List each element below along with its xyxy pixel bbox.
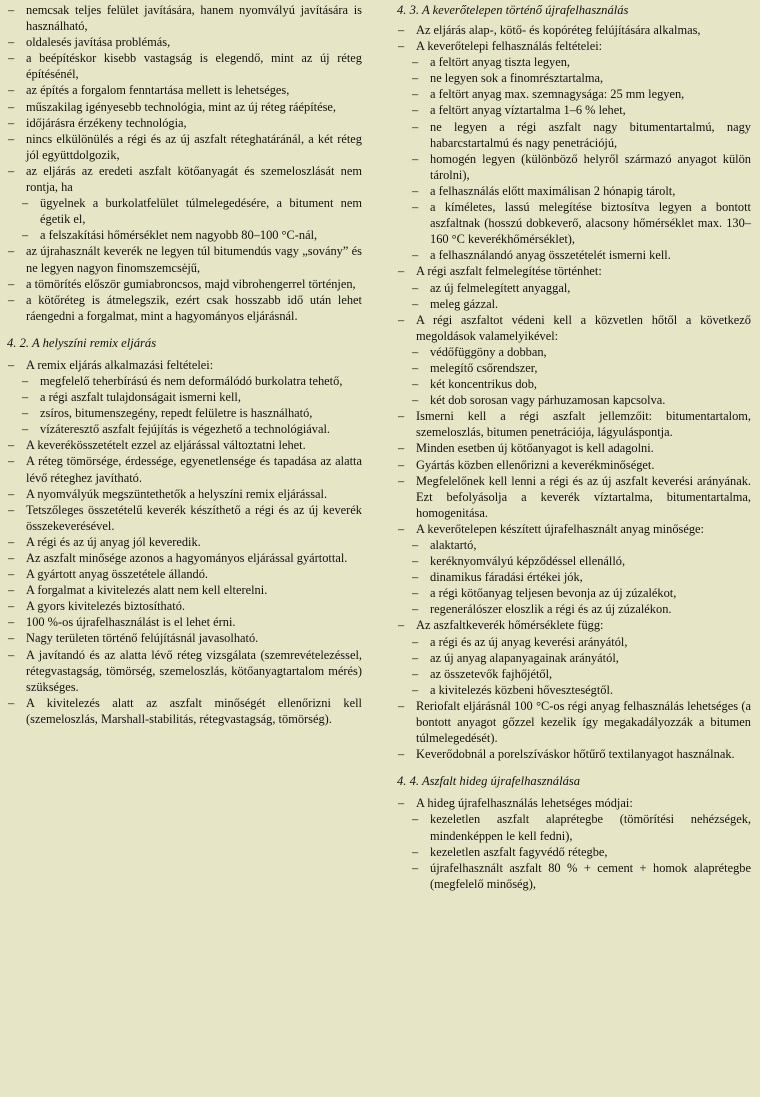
sub-list-item: – a feltört anyag tiszta legyen, (397, 54, 751, 70)
right-column (397, 2, 751, 892)
list-item: – A keverőtelepen készített újrafelhasznált anyag minősége: (397, 521, 751, 537)
list-item: – műszakilag igényesebb technológia, mint az új réteg ráépítése, (7, 99, 362, 115)
list-item: – Minden esetben új kötőanyagot is kell adagolni. (397, 440, 751, 456)
list-item: – A nyomvályúk megszüntethetők a helyszíni remix eljárással. (7, 486, 362, 502)
sub-list-item: – vízáteresztő aszfalt fejújítás is végezhető a technológiával. (7, 421, 362, 437)
sub-list-item: – a régi kötőanyag teljesen bevonja az új zúzalékot, (397, 585, 751, 601)
list-item: – időjárásra érzékeny technológia, (7, 115, 362, 131)
sub-list-item: – megfelelő teherbírású és nem deformálódó burkolatra tehető, (7, 373, 362, 389)
list-item: – A keverékösszetételt ezzel az eljárással változtatni lehet. (7, 437, 362, 453)
sub-list-item: – zsíros, bitumenszegény, repedt felületre is használható, (7, 405, 362, 421)
sub-list-item: – az új anyag alapanyagainak arányától, (397, 650, 751, 666)
sub-list-item: – melegítő csőrendszer, (397, 360, 751, 376)
list-item: – az eljárás az eredeti aszfalt kötőanyagát és szemeloszlását nem rontja, ha (7, 163, 362, 195)
list-item: – A kivitelezés alatt az aszfalt minőségét ellenőrizni kell (szemeloszlás, Marshall-stabilitás, rétegvastagság, tömörség). (7, 695, 362, 727)
sub-list-item: – kezeletlen aszfalt alaprétegbe (tömörítési nehézségek, mindenképpen le kell fedni), (397, 811, 751, 843)
list-item: – a beépítéskor kisebb vastagság is elegendő, mint az új réteg építésénél, (7, 50, 362, 82)
list-item: – Megfelelőnek kell lenni a régi és az új aszfalt keverési arányának. Ezt befolyásolja a keverék víztartalma, bitumentartalma, homogenitása. (397, 473, 751, 521)
section-heading-4-2: 4. 2. A helyszíni remix eljárás (7, 335, 157, 350)
list-item: – a tömörítés először gumiabroncsos, majd vibrohengerrel történjen, (7, 276, 362, 292)
list-item: – A gyártott anyag összetétele állandó. (7, 566, 362, 582)
list-item: – A gyors kivitelezés biztosítható. (7, 598, 362, 614)
list-item: – A remix eljárás alkalmazási feltételei: (7, 357, 362, 373)
list-item: – Az aszfaltkeverék hőmérséklete függ: (397, 617, 751, 633)
list-item: – Tetszőleges összetételű keverék készíthető a régi és az új keverék összekeverésével. (7, 502, 362, 534)
list-item: – Gyártás közben ellenőrizni a keverékminőséget. (397, 457, 751, 473)
list-item: – A régi és az új anyag jól keveredik. (7, 534, 362, 550)
list-hot-recycling-properties (7, 2, 362, 324)
sub-list-item: – két dob sorosan vagy párhuzamosan kapcsolva. (397, 392, 751, 408)
list-plant-recycling (397, 22, 751, 762)
section-heading-4-3: 4. 3. A keverőtelepen történő újrafelhasználás (397, 3, 629, 17)
sub-list-item: – ne legyen sok a finomrésztartalma, (397, 70, 751, 86)
list-item: – A forgalmat a kivitelezés alatt nem kell elterelni. (7, 582, 362, 598)
sub-list-item: – újrafelhasznált aszfalt 80 % + cement + homok alaprétegbe (megfelelő minőség), (397, 860, 751, 892)
list-item: – A keverőtelepi felhasználás feltételei: (397, 38, 751, 54)
list-item: – A réteg tömörsége, érdessége, egyenetlensége és tapadása az alatta lévő réteghez javítható. (7, 453, 362, 485)
sub-list-item: – homogén legyen (különböző helyről származó anyagot külön tárolni), (397, 151, 751, 183)
list-item: – A javítandó és az alatta lévő réteg vizsgálata (szemrevételezéssel, rétegvastagság, tömörség, szemeloszlás, kötőanyagtartalom mérés) szükséges. (7, 647, 362, 695)
sub-list-item: – a régi és az új anyag keverési arányától, (397, 634, 751, 650)
list-remix-method (7, 357, 362, 727)
sub-list-item: – az összetevők fajhőjétől, (397, 666, 751, 682)
list-item: – Az aszfalt minősége azonos a hagyományos eljárással gyártottal. (7, 550, 362, 566)
list-item: – oldalesés javítása problémás, (7, 34, 362, 50)
list-item: – nincs elkülönülés a régi és az új aszfalt réteghatáránál, a két réteg jól együttdolgozik, (7, 131, 362, 163)
sub-list-item: – a felhasználandó anyag összetételét ismerni kell. (397, 247, 751, 263)
sub-list-item: – a kivitelezés közbeni hőveszteségtől. (397, 682, 751, 698)
sub-list-item: – a kíméletes, lassú melegítése biztosítva legyen a bontott aszfaltnak (hosszú dobkeverő, alacsony hőmérséklet max. 130–160 °C keverékhőmérséklet), (397, 199, 751, 247)
sub-list-item: – regenerálószer eloszlik a régi és az új zúzalékon. (397, 601, 751, 617)
list-item: – A hideg újrafelhasználás lehetséges módjai: (397, 795, 751, 811)
sub-list-item: – két koncentrikus dob, (397, 376, 751, 392)
section-heading-4-4: 4. 4. Aszfalt hideg újrafelhasználása (397, 774, 581, 789)
sub-list-item: – alaktartó, (397, 537, 751, 553)
sub-list-item: – a régi aszfalt tulajdonságait ismerni kell, (7, 389, 362, 405)
list-item: – az újrahasznált keverék ne legyen túl bitumendús vagy „sovány” és ne legyen nagyon finomszemcsėjű, (7, 243, 362, 275)
list-item: – A régi aszfalt felmelegítése történhet: (397, 263, 751, 279)
sub-list-item: – védőfüggöny a dobban, (397, 344, 751, 360)
list-item: – Nagy területen történő felújításnál javasolható. (7, 630, 362, 646)
list-item: – 100 %-os újrafelhasználást is el lehet érni. (7, 614, 362, 630)
sub-list-item: – a felszakítási hőmérséklet nem nagyobb 80–100 °C-nál, (7, 227, 362, 243)
list-item: – A régi aszfaltot védeni kell a közvetlen hőtől a következő megoldások valamelyikével: (397, 312, 751, 344)
sub-list-item: – ügyelnek a burkolatfelület túlmelegedésére, a bitument nem égetik el, (7, 195, 362, 227)
sub-list-item: – a felhasználás előtt maximálisan 2 hónapig tárolt, (397, 183, 751, 199)
sub-list-item: – kezeletlen aszfalt fagyvédő rétegbe, (397, 844, 751, 860)
sub-list-item: – a feltört anyag max. szemnagysága: 25 mm legyen, (397, 86, 751, 102)
sub-list-item: – meleg gázzal. (397, 296, 751, 312)
list-item: – Keverődobnál a porelszíváskor hőtűrő textilanyagot használnak. (397, 746, 751, 762)
sub-list-item: – dinamikus fáradási értékei jók, (397, 569, 751, 585)
sub-list-item: – az új felmelegített anyaggal, (397, 280, 751, 296)
left-column (7, 2, 362, 727)
list-item: – Az eljárás alap-, kötő- és kopóréteg felújítására alkalmas, (397, 22, 751, 38)
list-item: – Reriofalt eljárásnál 100 °C-os régi anyag felhasználás lehetséges (a bontott anyagot gőzzel kezelik így megakadályozzák a bitumen túlmelegedését). (397, 698, 751, 746)
sub-list-item: – ne legyen a régi aszfalt nagy bitumentartalmú, nagy habarcstartalmú és nagy penetrációjú, (397, 119, 751, 151)
list-cold-recycling (397, 795, 751, 892)
list-item: – Ismerni kell a régi aszfalt jellemzőit: bitumentartalom, szemeloszlás, bitumen penetrációja, lágyuláspontja. (397, 408, 751, 440)
sub-list-item: – a feltört anyag víztartalma 1–6 % lehet, (397, 102, 751, 118)
sub-list-item: – keréknyomvályú képződéssel ellenálló, (397, 553, 751, 569)
list-item: – nemcsak teljes felület javítására, hanem nyomvályú javítására is használható, (7, 2, 362, 34)
list-item: – az építés a forgalom fenntartása mellett is lehetséges, (7, 82, 362, 98)
list-item: – a kötőréteg is átmelegszik, ezért csak hosszabb idő után lehet ráengedni a forgalmat, mint a hagyományos eljárásnál. (7, 292, 362, 324)
